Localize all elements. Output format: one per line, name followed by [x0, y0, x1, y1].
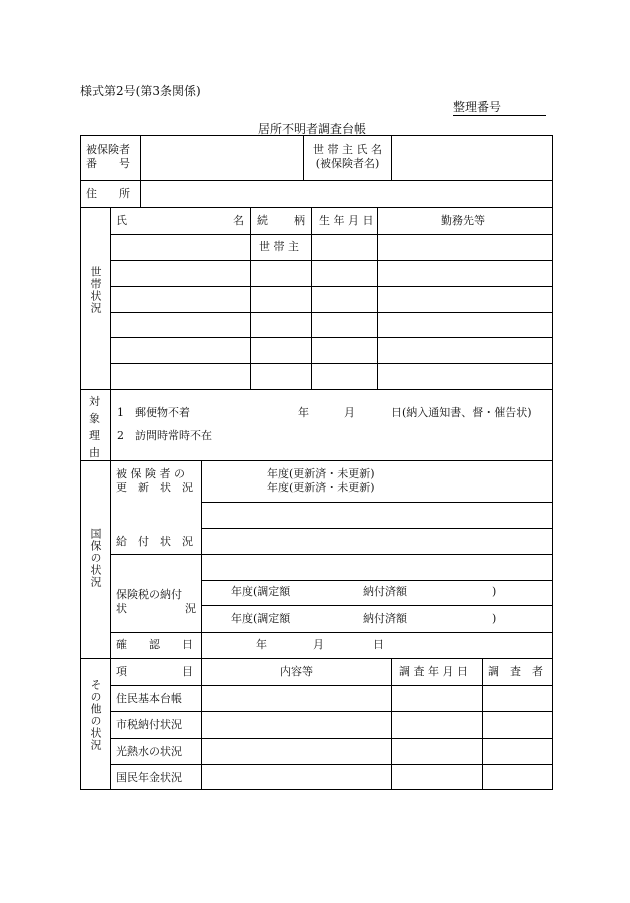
col-surveyor: 調 査 者	[488, 665, 543, 678]
other-row-utilities: 光熱水の状況	[116, 745, 182, 758]
address-field[interactable]	[141, 181, 551, 206]
survey-form-table	[80, 135, 553, 790]
confirm-day: 日	[373, 638, 384, 651]
confirm-year: 年	[256, 638, 267, 651]
col-survey-date: 調 査 年 月 日	[399, 665, 468, 678]
head-relation-cell: 世 帯 主	[259, 240, 299, 253]
col-birth-date: 生 年 月 日	[319, 214, 374, 227]
other-row-resident-registry: 住民基本台帳	[116, 692, 182, 705]
reason-item-always-absent: 2 訪問時常時不在	[117, 429, 212, 442]
head-of-household-name-field[interactable]	[392, 137, 551, 179]
other-row-city-tax: 市税納付状況	[116, 718, 182, 731]
insured-number-field[interactable]	[141, 137, 302, 179]
insured-number-label: 被保険者 番 号	[86, 143, 130, 170]
reason-year: 年	[298, 406, 309, 419]
benefit-status-label: 給 付 状 況	[116, 535, 193, 548]
reason-section-label: 対象理由	[89, 395, 100, 459]
serial-number-field[interactable]	[453, 98, 546, 116]
other-row-national-pension: 国民年金状況	[116, 771, 182, 784]
address-label: 住 所	[86, 187, 130, 200]
col-name: 氏 名	[116, 214, 244, 227]
household-section-label: 世帯状況	[89, 266, 102, 314]
form-number: 様式第2号(第3条関係)	[80, 84, 201, 98]
col-relationship: 続 柄	[257, 214, 305, 227]
tax-payment-label: 保険税の納付 状 況	[116, 588, 196, 615]
confirmation-date-label: 確 認 日	[116, 638, 193, 651]
reason-month: 月	[344, 406, 355, 419]
serial-number-label: 整理番号	[453, 98, 546, 116]
col-content: 内容等	[280, 665, 313, 678]
tax-row-2: 年度(調定額 納付済額 )	[231, 612, 497, 625]
form-title: 居所不明者調査台帳	[258, 122, 367, 136]
confirm-month: 月	[313, 638, 324, 651]
head-of-household-name-label: 世 帯 主 氏 名 (被保険者名)	[313, 143, 382, 170]
col-workplace: 勤務先等	[441, 214, 485, 227]
tax-row-1: 年度(調定額 納付済額 )	[231, 585, 497, 598]
nhi-section-label: 国保の状況	[89, 528, 102, 588]
col-item: 項 目	[116, 665, 193, 678]
other-section-label: その他の状況	[89, 679, 102, 751]
renewal-status-label: 被 保 険 者 の 更 新 状 況	[116, 467, 193, 494]
renewal-status-values: 年度(更新済・未更新) 年度(更新済・未更新)	[267, 467, 375, 494]
reason-day-note: 日(納入通知書、督・催告状)	[391, 406, 532, 419]
reason-item-mail-undelivered: 1 郵便物不着	[117, 406, 190, 419]
